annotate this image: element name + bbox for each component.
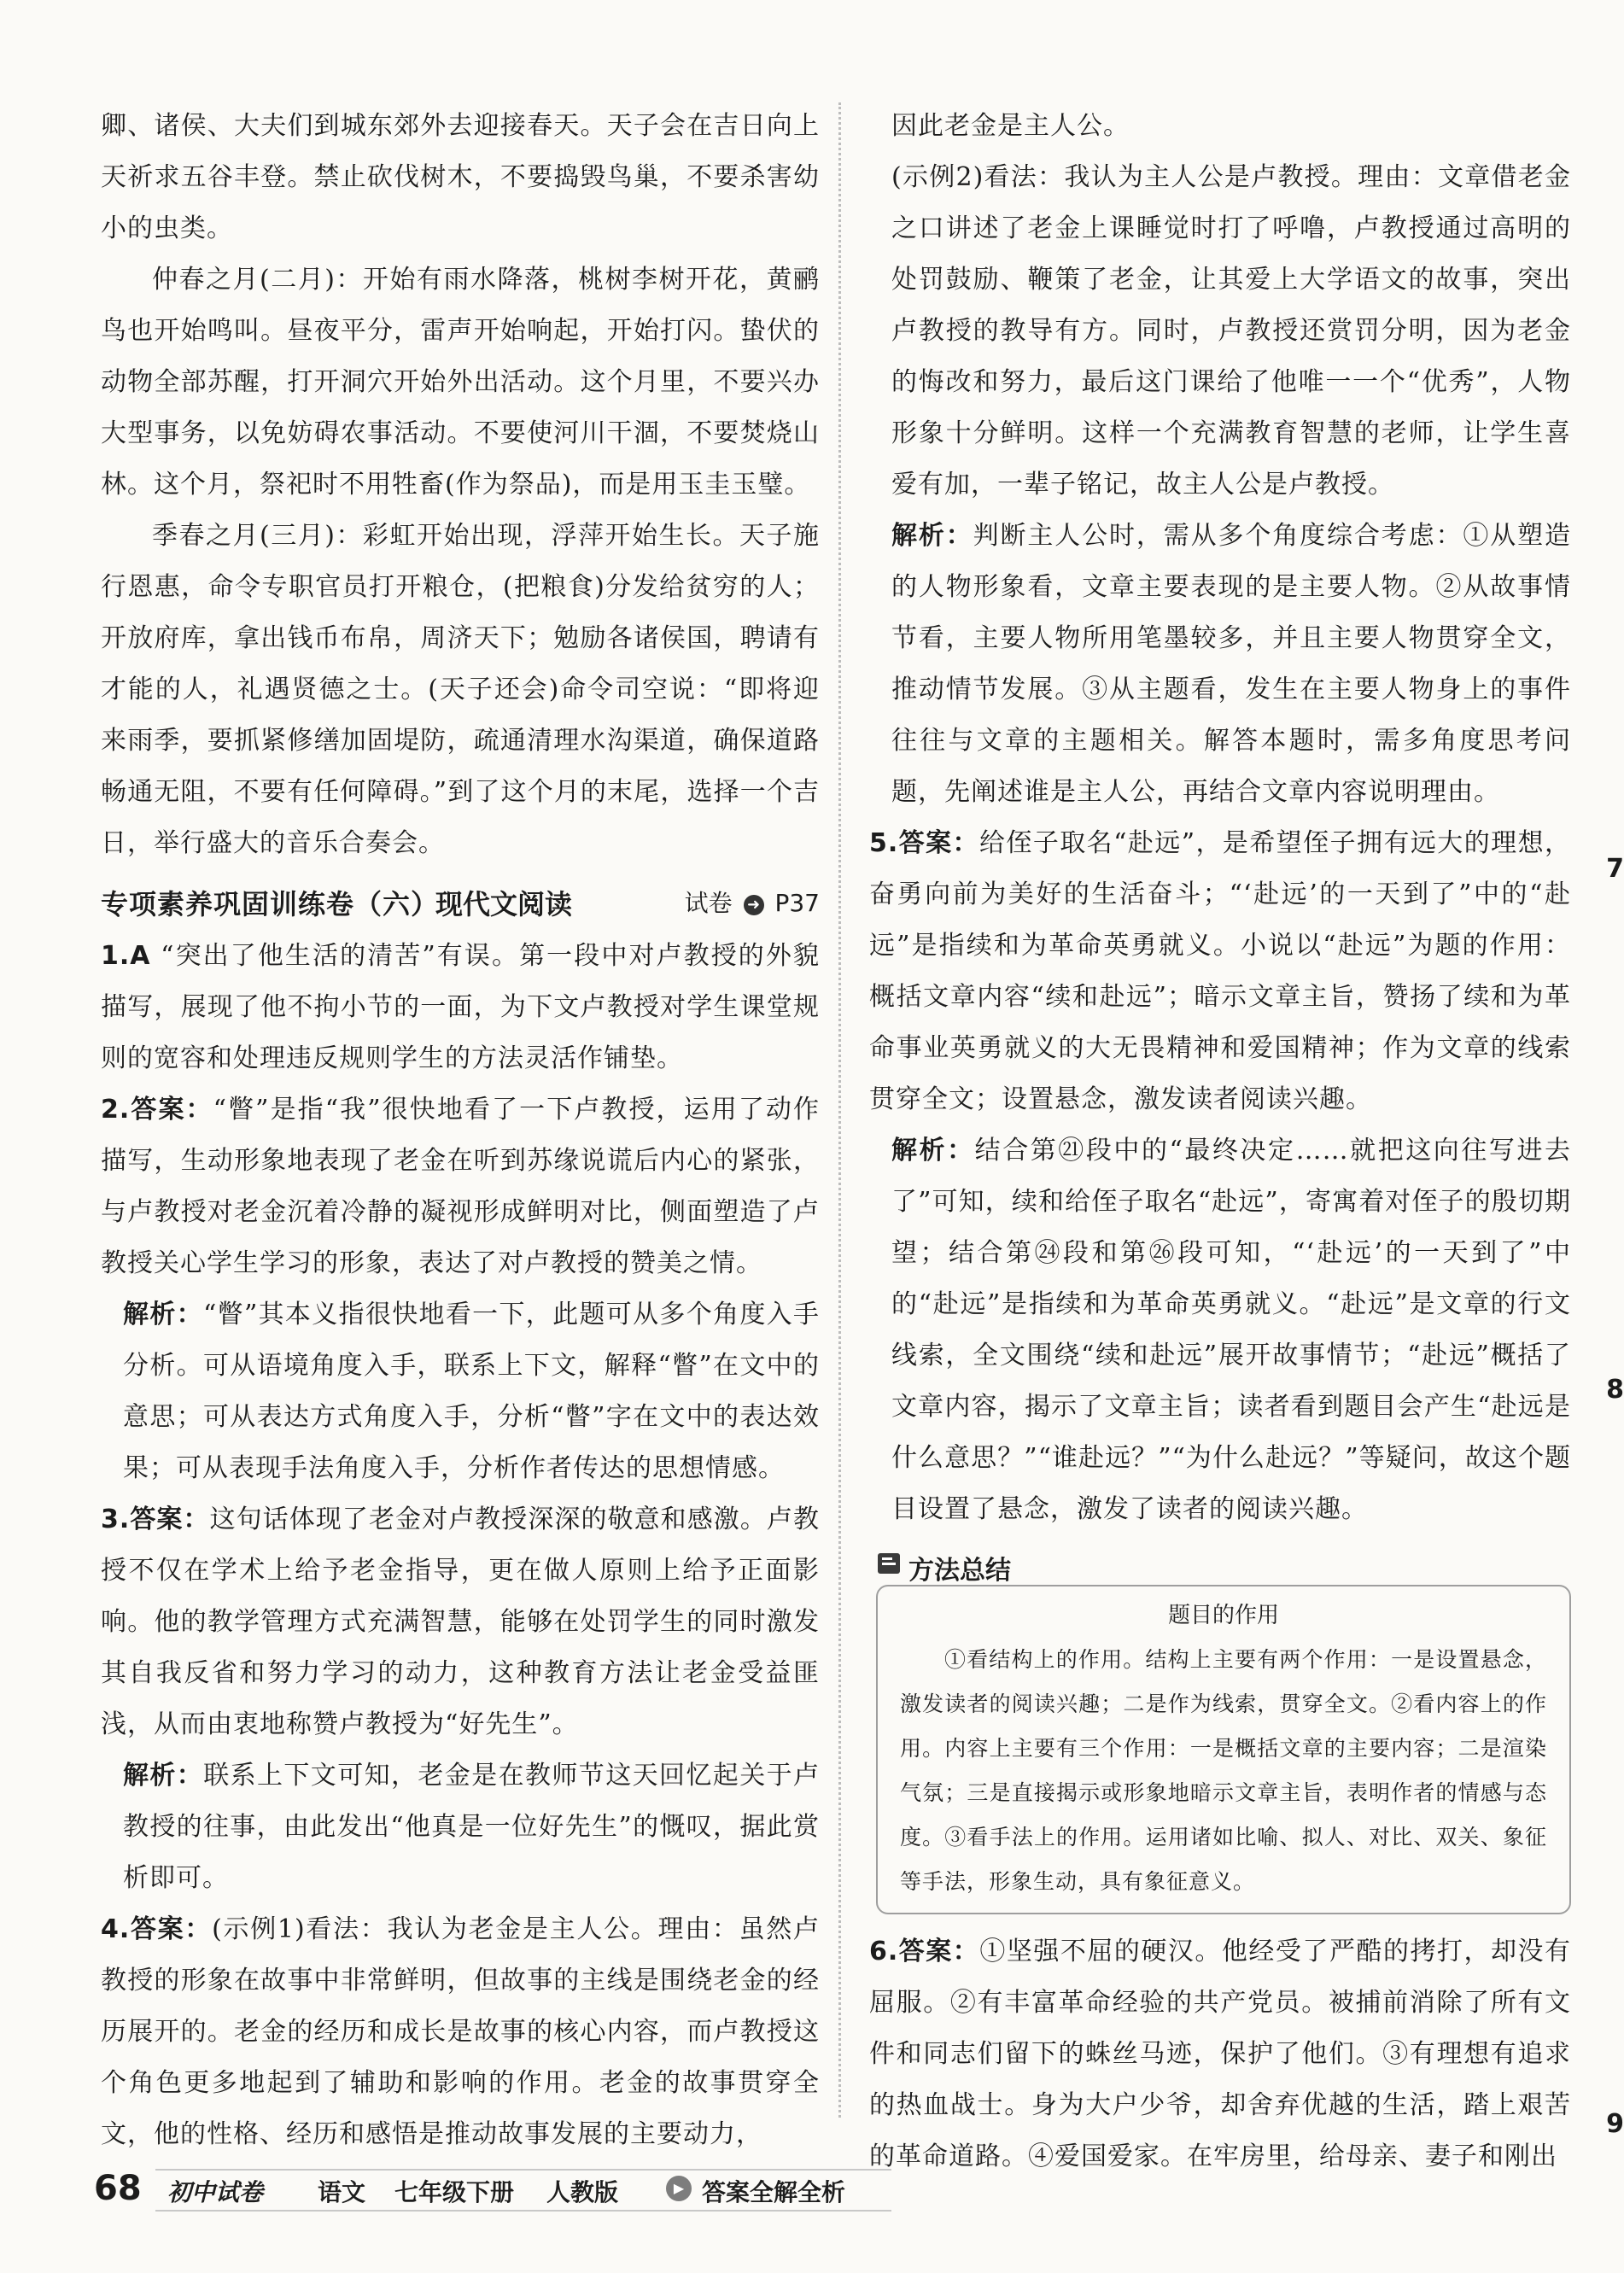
section-subtitle: 现代文阅读 bbox=[435, 888, 573, 920]
q6-answer-label: 答案： bbox=[898, 1937, 980, 1966]
intro-paragraph-3: 季春之月(三月)：彩虹开始出现，浮萍开始生长。天子施行恩惠，命令专职官员打开粮仓，(把粮食)分发给贫穷的人；开放府库，拿出钱币布帛，周济天下；勉励各诸侯国，聘请有才能的人，礼遇贤德之士。(天子还会)命令司空说：“即将迎来雨季，要抓紧修缮加固堤防，疏通清理水沟渠道，确保道路畅通无阻，不要有任何障碍。”到了这个月的末尾，选择一个吉日，举行盛大的音乐合奏会。 bbox=[101, 521, 820, 858]
q2-answer: “瞥”是指“我”很快地看了一下卢教授，运用了动作描写，生动形象地表现了老金在听到苏缘说谎后内心的紧张，与卢教授对老金沉着冷静的凝视形成鲜明对比，侧面塑造了卢教授关心学生学习的形象，表达了对卢教授的赞美之情。 bbox=[101, 1095, 820, 1278]
q4-continuation: 因此老金是主人公。 bbox=[891, 111, 1130, 141]
q5-number: 5. bbox=[869, 828, 899, 858]
q3-analysis-block bbox=[101, 1750, 820, 1904]
q3-number: 3. bbox=[101, 1505, 131, 1534]
method-summary-title: 题目的作用 bbox=[1167, 1603, 1279, 1628]
right-column bbox=[869, 101, 1571, 2182]
q2-number: 2. bbox=[101, 1095, 131, 1125]
question-5 bbox=[869, 818, 1571, 1125]
q3-answer: 这句话体现了老金对卢教授深深的敬意和感激。卢教授不仅在学术上给予老金指导，更在做人原则上给予正面影响。他的教学管理方式充满智慧，能够在处罚学生的同时激发其自我反省和努力学习的动力，这种教育方法让老金受益匪浅，从而由衷地称赞卢教授为“好先生”。 bbox=[101, 1505, 821, 1739]
section-title: 专项素养巩固训练卷（六） bbox=[101, 888, 440, 920]
q5-analysis-label: 解析： bbox=[891, 1136, 975, 1166]
q4-example-2: (示例2)看法：我认为主人公是卢教授。理由：文章借老金之口讲述了老金上课睡觉时打了呼噜，卢教授通过高明的处罚鼓励、鞭策了老金，让其爱上大学语文的故事，突出卢教授的教导有方。同时，卢教授还赏罚分明，因为老金的悔改和努力，最后这门课给了他唯一一个“优秀”，人物形象十分鲜明。这样一个充满教育智慧的老师，让学生喜爱有加，一辈子铭记，故主人公是卢教授。 bbox=[891, 162, 1571, 500]
edge-number-7: 7 bbox=[1606, 854, 1624, 884]
q1-answer: A bbox=[130, 941, 151, 971]
left-column bbox=[101, 101, 820, 2160]
footer-subject: 语文 bbox=[318, 2178, 366, 2206]
method-summary-label: 方法总结 bbox=[908, 1556, 1011, 1586]
paper-reference bbox=[685, 885, 820, 919]
q4-answer: (示例1)看法：我认为老金是主人公。理由：虽然卢教授的形象在故事中非常鲜明，但故事的主线是围绕老金的经历展开的。老金的经历和成长是故事的核心内容，而卢教授这个角色更多地起到了辅助和影响的作用。老金的故事贯穿全文，他的性格、经历和感悟是推动故事发展的主要动力， bbox=[101, 1914, 821, 2149]
intro-paragraph-2: 仲春之月(二月)：开始有雨水降落，桃树李树开花，黄鹂鸟也开始鸣叫。昼夜平分，雷声开始响起，开始打闪。蛰伏的动物全部苏醒，打开洞穴开始外出活动。这个月里，不要兴办大型事务，以免妨碍农事活动。不要使河川干涸，不要焚烧山林。这个月，祭祀时不用牲畜(作为祭品)，而是用玉圭玉璧。 bbox=[101, 265, 820, 500]
q2-analysis-label: 解析： bbox=[123, 1300, 203, 1329]
intro-paragraph-1: 卿、诸侯、大夫们到城东郊外去迎接春天。天子会在吉日向上天祈求五谷丰登。禁止砍伐树木，不要捣毁鸟巢，不要杀害幼小的虫类。 bbox=[101, 111, 820, 243]
q6-number: 6. bbox=[869, 1937, 899, 1966]
q3-answer-label: 答案： bbox=[130, 1505, 210, 1534]
q3-analysis-label: 解析： bbox=[123, 1761, 204, 1791]
q4-analysis-block bbox=[869, 511, 1571, 818]
page-footer bbox=[94, 2165, 891, 2213]
q2-analysis: “瞥”其本义指很快地看一下，此题可从多个角度入手分析。可从语境角度入手，联系上下文，解释“瞥”在文中的意思；可从表达方式角度入手，分析“瞥”字在文中的表达效果；可从表现手法角度入手，分析作者传达的思想情感。 bbox=[123, 1300, 820, 1483]
page-number: 68 bbox=[94, 2169, 142, 2208]
question-4 bbox=[101, 1904, 820, 2160]
footer-grade: 七年级下册 bbox=[394, 2178, 515, 2206]
method-summary-header bbox=[869, 1542, 1571, 1585]
q1-number: 1. bbox=[101, 941, 131, 971]
footer-brand: 初中试卷 bbox=[167, 2178, 264, 2206]
q5-answer: 给侄子取名“赴远”，是希望侄子拥有远大的理想，奋勇向前为美好的生活奋斗；“‘赴远’的一天到了”中的“赴远”是指续和为革命英勇就义。小说以“赴远”为题的作用：概括文章内容“续和赴远”；暗示文章主旨，赞扬了续和为革命事业英勇就义的大无畏精神和爱国精神；作为文章的线索贯穿全文；设置悬念，激发读者阅读兴趣。 bbox=[869, 828, 1571, 1114]
q1-text: “突出了他生活的清苦”有误。第一段中对卢教授的外貌描写，展现了他不拘小节的一面，为下文卢教授对学生课堂规则的宽容和处理违反规则学生的方法灵活作铺垫。 bbox=[101, 941, 820, 1073]
q4-number: 4. bbox=[101, 1914, 131, 1944]
q4-analysis: 判断主人公时，需从多个角度综合考虑：①从塑造的人物形象看，文章主要表现的是主要人物。②从故事情节看，主要人物所用笔墨较多，并且主要人物贯穿全文，推动情节发展。③从主题看，发生在主要人物身上的事件往往与文章的主题相关。解答本题时，需多角度思考问题，先阐述谁是主人公，再结合文章内容说明理由。 bbox=[891, 521, 1571, 807]
edge-number-9: 9 bbox=[1606, 2109, 1624, 2139]
q6-answer: ①坚强不屈的硬汉。他经受了严酷的拷打，却没有屈服。②有丰富革命经验的共产党员。被捕前消除了所有文件和同志们留下的蛛丝马迹，保护了他们。③有理想有追求的热血战士。身为大户少爷，却舍弃优越的生活，踏上艰苦的革命道路。④爱国爱家。在牢房里，给母亲、妻子和刚出 bbox=[869, 1937, 1572, 2171]
footer-tagline: 答案全解全析 bbox=[702, 2178, 846, 2206]
paper-ref-page: P37 bbox=[774, 889, 820, 917]
edge-number-8: 8 bbox=[1606, 1375, 1624, 1405]
q5-answer-label: 答案： bbox=[898, 828, 979, 858]
question-3 bbox=[101, 1494, 820, 1750]
method-summary-content bbox=[876, 1585, 1571, 1914]
q3-analysis: 联系上下文可知，老金是在教师节这天回忆起关于卢教授的往事，由此发出“他真是一位好先生”的慨叹，据此赏析即可。 bbox=[123, 1761, 821, 1893]
method-summary-body: ①看结构上的作用。结构上主要有两个作用：一是设置悬念，激发读者的阅读兴趣；二是作为线索，贯穿全文。②看内容上的作用。内容上主要有三个作用：一是概括文章的主要内容；二是渲染气氛；三是直接揭示或形象地暗示文章主旨，表明作者的情感与态度。③看手法上的作用。运用诸如比喻、拟人、对比、双关、象征等手法，形象生动，具有象征意义。 bbox=[900, 1647, 1547, 1894]
q4-answer-label: 答案： bbox=[130, 1914, 213, 1944]
play-icon: ▶ bbox=[666, 2176, 692, 2201]
paper-ref-label: 试卷 bbox=[684, 889, 733, 917]
question-1 bbox=[101, 931, 820, 1084]
q5-analysis-block bbox=[869, 1125, 1571, 1535]
arrow-right-icon: ➜ bbox=[744, 895, 764, 915]
q2-answer-label: 答案： bbox=[130, 1095, 213, 1125]
question-2 bbox=[101, 1084, 820, 1289]
column-divider bbox=[838, 102, 841, 2118]
method-summary-box bbox=[869, 1542, 1571, 1914]
question-6 bbox=[869, 1926, 1571, 2182]
book-icon bbox=[876, 1551, 902, 1576]
footer-edition: 人教版 bbox=[546, 2178, 619, 2206]
section-header bbox=[101, 874, 820, 929]
q4-analysis-label: 解析： bbox=[891, 521, 973, 551]
q2-analysis-block bbox=[101, 1289, 820, 1494]
q5-analysis: 结合第㉑段中的“最终决定……就把这向往写进去了”可知，续和给侄子取名“赴远”，寄寓着对侄子的殷切期望；结合第㉔段和第㉖段可知，“‘赴远’的一天到了”中的“赴远”是指续和为革命英勇就义。“赴远”是文章的行文线索，全文围绕“续和赴远”展开故事情节；“赴远”概括了文章内容，揭示了文章主旨；读者看到题目会产生“赴远是什么意思？”“谁赴远？”“为什么赴远？”等疑问，故这个题目设置了悬念，激发了读者的阅读兴趣。 bbox=[891, 1136, 1571, 1524]
